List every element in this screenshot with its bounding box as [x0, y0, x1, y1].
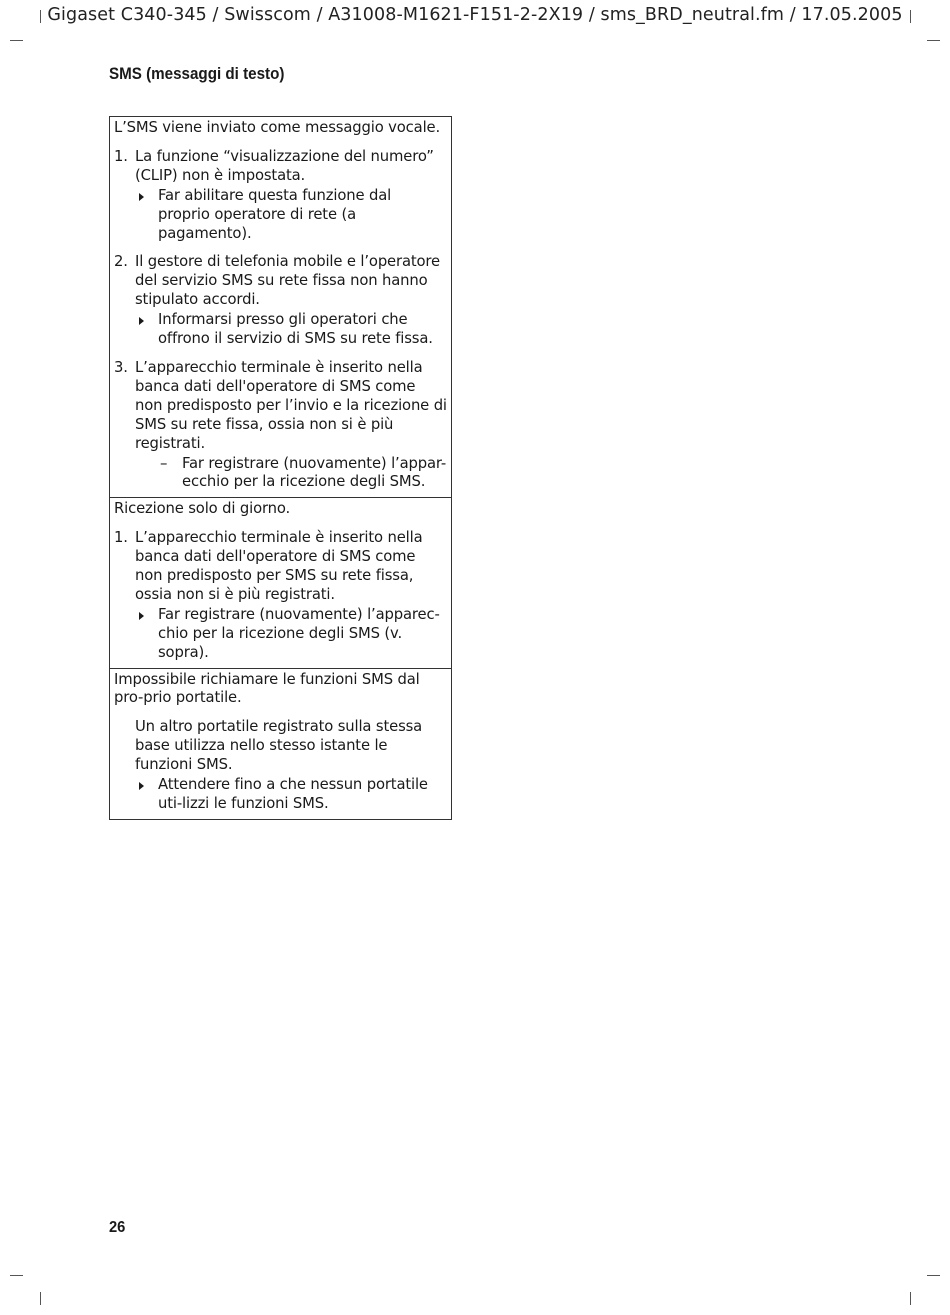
- cause-text: La funzione “visualizzazione del numero” (CLIP) non è impostata.: [135, 147, 434, 184]
- problem-text: L’SMS viene inviato come messaggio vocale.: [114, 119, 441, 136]
- cause-number: 1.: [114, 529, 128, 547]
- cause-item: [114, 148, 447, 244]
- cause-number: 3.: [114, 358, 128, 376]
- remedy-sub-step: [135, 455, 447, 493]
- cause-text: Il gestore di telefonia mobile e l’operatore del servizio SMS su rete fissa non hanno stipulato accordi.: [135, 253, 440, 309]
- crop-mark: [10, 1275, 23, 1276]
- table-row: [110, 117, 451, 497]
- crop-mark: [10, 40, 23, 41]
- cause-number: 2.: [114, 253, 128, 271]
- remedy-step: [135, 606, 447, 663]
- arrow-right-icon: [139, 612, 144, 620]
- crop-mark: [927, 1275, 940, 1276]
- dash-marker: –: [160, 454, 168, 472]
- remedy-text: Informarsi presso gli operatori che offrono il servizio di SMS su rete fissa.: [158, 311, 433, 348]
- problem-text: Impossibile richiamare le funzioni SMS dal pro-prio portatile.: [114, 670, 420, 707]
- remedy-text: Far registrare (nuovamente) l’apparec-chio per la ricezione degli SMS (v. sopra).: [158, 605, 440, 661]
- crop-mark: [910, 1292, 911, 1305]
- page-number: 26: [109, 1219, 126, 1236]
- remedy-step: [135, 187, 447, 244]
- table-row: [110, 497, 451, 667]
- cause-text: Un altro portatile registrato sulla stessa base utilizza nello stesso istante le funzioni SMS.: [135, 718, 423, 774]
- cause-number: 1.: [114, 147, 128, 165]
- section-title: SMS (messaggi di testo): [109, 65, 285, 83]
- cause-item: [114, 529, 447, 662]
- troubleshooting-table: [109, 116, 452, 820]
- document-header: Gigaset C340-345 / Swisscom / A31008-M1621-F151-2-2X19 / sms_BRD_neutral.fm / 17.05.2005: [47, 5, 903, 25]
- cause-item: [114, 359, 447, 492]
- remedy-text: Far abilitare questa funzione dal proprio operatore di rete (a pagamento).: [158, 186, 392, 242]
- cause-text: L’apparecchio terminale è inserito nella banca dati dell'operatore di SMS come non predisposto per SMS su rete fissa, ossia non si è più registrati.: [135, 529, 423, 603]
- remedy-step: [135, 311, 447, 349]
- crop-mark: [40, 1292, 41, 1305]
- cause-item: [114, 253, 447, 349]
- problem-text: Ricezione solo di giorno.: [114, 500, 291, 518]
- remedy-text: Attendere fino a che nessun portatile uti-lizzi le funzioni SMS.: [158, 776, 428, 812]
- remedy-text: Far registrare (nuovamente) l’appar-ecchio per la ricezione degli SMS.: [182, 454, 447, 491]
- arrow-right-icon: [139, 193, 144, 201]
- arrow-right-icon: [139, 317, 144, 325]
- remedy-step: [135, 776, 447, 814]
- cause-text: L’apparecchio terminale è inserito nella banca dati dell'operatore di SMS come non predisposto per l’invio e la ricezione di SMS su rete fissa, ossia non si è più registrati.: [135, 358, 447, 452]
- arrow-right-icon: [139, 782, 144, 790]
- crop-mark: [927, 40, 940, 41]
- table-row: [110, 668, 451, 819]
